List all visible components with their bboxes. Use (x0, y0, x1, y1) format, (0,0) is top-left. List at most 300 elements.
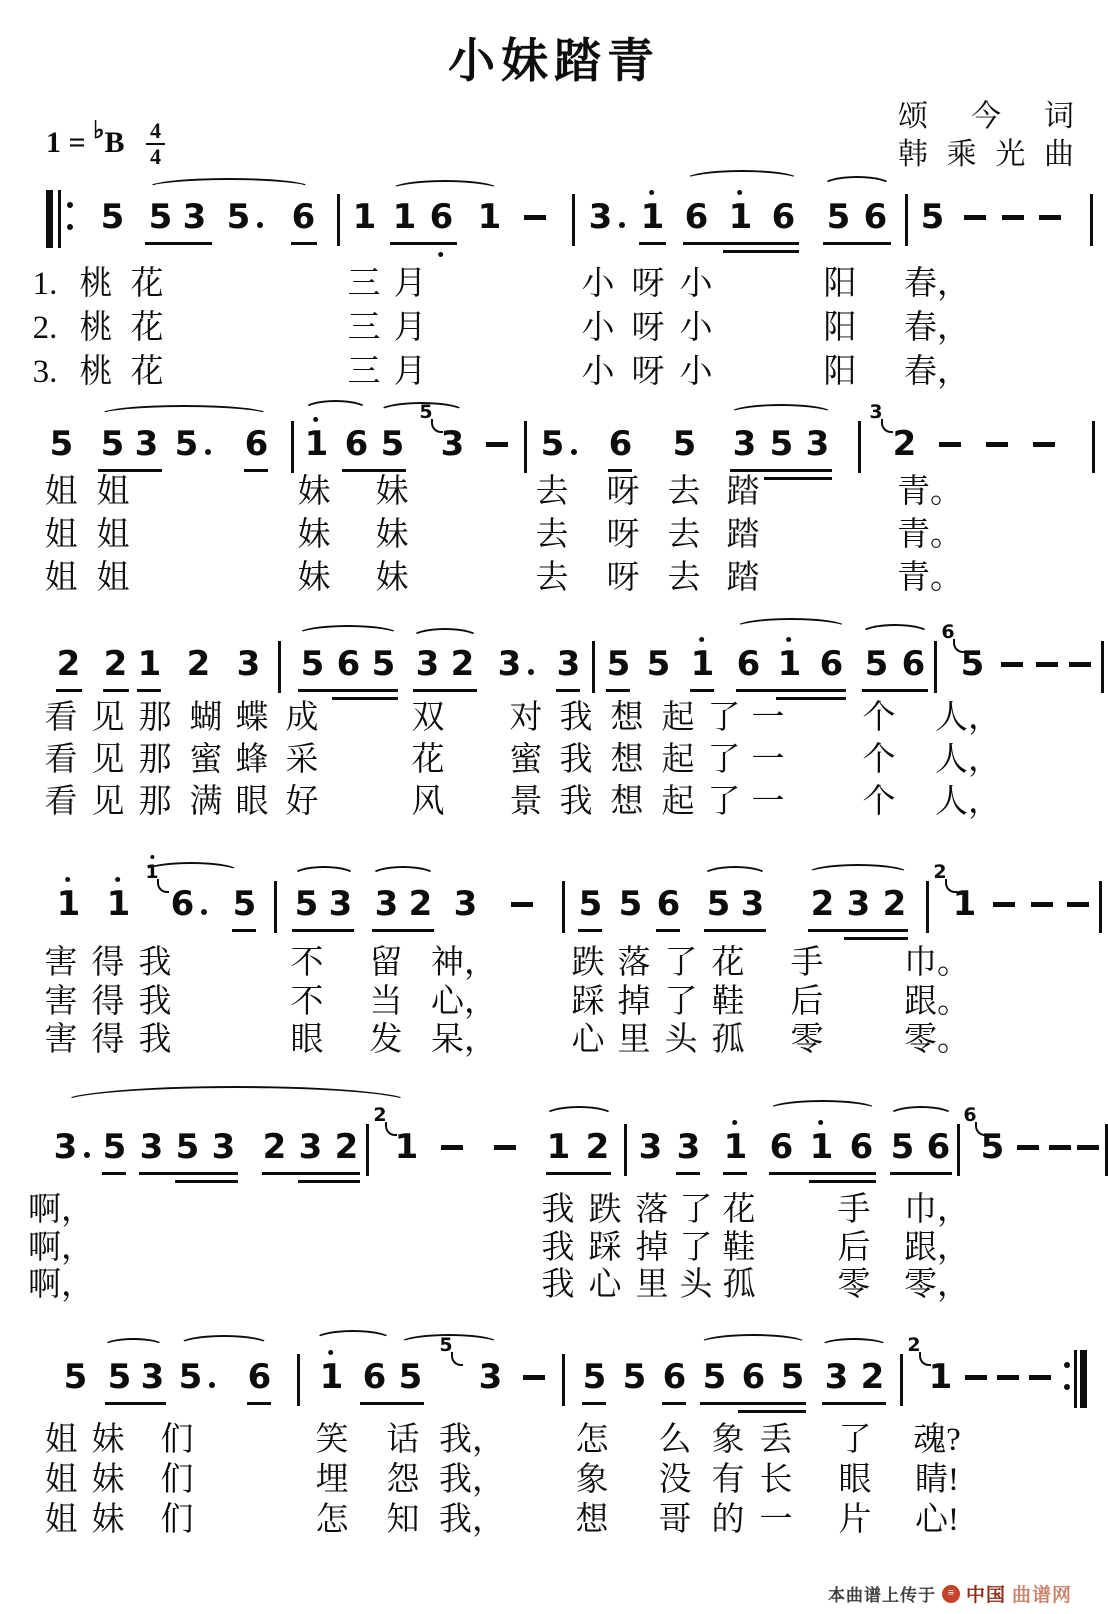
lyric-syllable: 呀 (606, 474, 640, 510)
lyric-syllable: 知 (386, 1502, 420, 1538)
beam-underline-second (332, 697, 398, 700)
note-digit: 2 (860, 1357, 884, 1397)
note-digit: 5 (540, 424, 564, 464)
note-digit: 5 (178, 1357, 202, 1397)
meter-numerator: 4 (149, 118, 161, 143)
beam-underline (556, 689, 580, 692)
lyric-syllable: 青。 (897, 560, 963, 596)
lyric-syllable: 们 (160, 1422, 194, 1458)
lyric-syllable: 零。 (904, 1022, 970, 1058)
dash-rest (1049, 1145, 1071, 1150)
lyric-syllable: 头 (679, 1267, 713, 1303)
note-digit: 5 (102, 1127, 126, 1167)
note-digit: 5 (398, 1357, 422, 1397)
lyric-syllable: 眼 (838, 1462, 872, 1498)
beam-underline (606, 689, 630, 692)
slur-arc (767, 1100, 878, 1120)
lyric-syllable: 个 (862, 742, 896, 778)
lyric-syllable: 心 (571, 1022, 605, 1058)
note-digit: 5 (49, 424, 73, 464)
lyric-syllable: 满 (189, 784, 223, 820)
slur-arc (390, 180, 500, 200)
lyric-syllable: 鞋 (722, 1230, 756, 1266)
lyric-syllable: 后 (837, 1230, 871, 1266)
lyric-syllable: 花 (711, 945, 745, 981)
lyric-syllable: 了 (707, 784, 741, 820)
grace-note: 2 (373, 1104, 387, 1126)
credit-char: 光 (995, 138, 1026, 172)
beam-underline-second (764, 477, 832, 480)
beam-underline (808, 929, 908, 932)
beam-underline (292, 929, 354, 932)
note-digit: 5 (63, 1357, 87, 1397)
beam-underline (105, 1402, 166, 1405)
dash-rest (993, 902, 1015, 907)
barline (926, 881, 929, 933)
lyric-syllable: 掉 (635, 1230, 669, 1266)
beam-underline (413, 689, 477, 692)
note-digit: 5 (175, 1127, 199, 1167)
note-digit: 1 (320, 1360, 343, 1394)
lyric-syllable: 见 (91, 784, 125, 820)
beam-underline (656, 929, 680, 932)
lyric-syllable: 阳 (823, 266, 857, 302)
octave-dot-low (438, 252, 443, 257)
note-digit: 2 (334, 1127, 358, 1167)
lyric-syllable: 看 (44, 784, 78, 820)
lyric-syllable: 风 (411, 784, 445, 820)
note-digit: 1 (729, 200, 752, 234)
repeat-bar (46, 190, 53, 248)
note-digit: 3 (374, 884, 398, 924)
end-repeat-sign (1064, 1350, 1092, 1408)
lyric-syllable: 怨 (386, 1462, 420, 1498)
barline (957, 1124, 960, 1176)
lyric-syllable: 呀 (631, 310, 665, 346)
note-digit: 5 (174, 424, 198, 464)
lyric-syllable: 神， (431, 945, 497, 981)
lyric-syllable: 了 (664, 945, 698, 981)
barline (1092, 421, 1095, 473)
beam-underline (298, 689, 398, 692)
slur-arc (370, 866, 436, 886)
lyric-syllable: 了 (838, 1422, 872, 1458)
lyric-syllable: 我 (559, 700, 593, 736)
note-digit: 5 (826, 197, 850, 237)
lyric-syllable: 姐 (44, 517, 78, 553)
barline (297, 1354, 300, 1406)
note-digit: 1 (352, 197, 376, 237)
note-digit: 3 (805, 424, 829, 464)
note-digit: 3 (211, 1127, 235, 1167)
watermark (0, 1580, 1072, 1607)
lyric-syllable: 妹 (91, 1502, 125, 1538)
lyric-syllable: 桃 (79, 266, 113, 302)
note-digit: 5 (706, 884, 730, 924)
flat-sign: ♭ (93, 118, 105, 144)
lyric-syllable: 落 (617, 945, 651, 981)
beam-underline (390, 242, 457, 245)
barline (337, 194, 340, 246)
note-digit: 2 (103, 644, 127, 684)
lyric-syllable: 桃 (79, 310, 113, 346)
note-digit: 3 (415, 644, 439, 684)
lyric-syllable: 不 (290, 945, 324, 981)
barline (1090, 194, 1093, 246)
note-digit: 5 (960, 644, 984, 684)
note-digit: 6 (656, 884, 680, 924)
note-digit: 6 (863, 197, 887, 237)
slur-arc (888, 1106, 954, 1126)
lyric-syllable: 害 (44, 1022, 78, 1058)
barline (858, 421, 861, 473)
note-digit: 6 (336, 644, 360, 684)
slur-arc (860, 624, 930, 644)
lyric-syllable: 去 (535, 517, 569, 553)
lyric-syllable: 花 (130, 354, 164, 390)
lyric-syllable: 采 (285, 742, 319, 778)
slur-arc (806, 864, 910, 884)
lyric-syllable: 去 (667, 517, 701, 553)
barline (905, 194, 908, 246)
lyric-syllable: 阳 (823, 354, 857, 390)
note-digit: 6 (362, 1357, 386, 1397)
lyric-syllable: 好 (285, 784, 319, 820)
lyric-syllable: 蝶 (235, 700, 269, 736)
note-digit: 5 (980, 1127, 1004, 1167)
beam-underline (262, 1172, 360, 1175)
lyric-syllable: 怎 (575, 1422, 609, 1458)
lyric-syllable: 落 (635, 1192, 669, 1228)
note-digit: 6 (247, 1357, 271, 1397)
lyric-syllable: 春， (904, 310, 970, 346)
note-digit: 6 (741, 1357, 765, 1397)
beam-underline (823, 242, 891, 245)
lyric-syllable: 看 (44, 742, 78, 778)
lyric-syllable: 怎 (315, 1502, 349, 1538)
dash-rest (1001, 662, 1023, 667)
beam-underline (736, 689, 846, 692)
grace-note: 5 (439, 1334, 453, 1356)
repeat-bar (1080, 1350, 1087, 1408)
beam-underline (103, 689, 129, 692)
octave-dot-high (699, 637, 704, 642)
lyric-syllable: 一 (751, 700, 785, 736)
lyric-syllable: 姐 (44, 474, 78, 510)
note-digit: 6 (662, 1357, 686, 1397)
note-digit: 1 (952, 884, 976, 924)
note-digit: 3 (740, 884, 764, 924)
beam-underline (232, 929, 256, 932)
lyric-syllable: 发 (369, 1022, 403, 1058)
barline (274, 881, 277, 933)
barline (900, 1354, 903, 1406)
slur-arc (303, 400, 368, 420)
note-digit: 3 (328, 884, 352, 924)
note-digit: 3 (846, 884, 870, 924)
dash-rest (1017, 1145, 1039, 1150)
lyric-syllable: 姐 (44, 1502, 78, 1538)
dash-rest (523, 1375, 545, 1380)
note-digit: 3 (53, 1127, 77, 1167)
lyric-syllable: 一 (759, 1502, 793, 1538)
lyric-syllable: 蜂 (235, 742, 269, 778)
note-digit: 5 (920, 197, 944, 237)
lyric-syllable: 巾。 (904, 945, 970, 981)
slur-arc (178, 1335, 270, 1355)
lyric-syllable: 小 (581, 310, 615, 346)
dash-rest (1039, 215, 1061, 220)
lyric-syllable: 心， (431, 984, 497, 1020)
lyric-syllable: 蜜 (509, 742, 543, 778)
augmentation-dot (257, 222, 263, 228)
lyric-syllable: 得 (91, 945, 125, 981)
slur-arc (411, 628, 479, 648)
lyric-syllable: 去 (667, 560, 701, 596)
lyric-syllable: 青。 (897, 474, 963, 510)
beam-underline (730, 469, 832, 472)
lyric-syllable: 呀 (606, 517, 640, 553)
lyric-syllable: 3. (32, 354, 58, 390)
lyric-syllable: 鞋 (711, 984, 745, 1020)
lyric-syllable: 魂? (913, 1422, 961, 1458)
barline (572, 194, 575, 246)
note-digit: 3 (588, 197, 612, 237)
lyric-syllable: 啊， (28, 1192, 94, 1228)
beam-underline-second (298, 1180, 360, 1183)
augmentation-dot (528, 669, 534, 675)
dash-rest (1069, 662, 1091, 667)
lyric-syllable: 1. (32, 266, 58, 302)
dash-rest (964, 215, 986, 220)
beam-underline (139, 1172, 238, 1175)
grace-note: 2 (907, 1334, 921, 1356)
lyric-syllable: 我 (559, 742, 593, 778)
grace-tie (451, 1352, 463, 1366)
lyric-syllable: 姐 (96, 517, 130, 553)
lyric-syllable: 妹 (375, 560, 409, 596)
dash-rest (511, 902, 533, 907)
note-digit: 3 (140, 1357, 164, 1397)
dash-rest (1067, 902, 1089, 907)
note-digit: 5 (780, 1357, 804, 1397)
beam-underline (137, 689, 161, 692)
lyric-syllable: 花 (130, 266, 164, 302)
beam-underline (683, 242, 799, 245)
grace-note: 5 (419, 401, 433, 423)
beam-underline (639, 242, 666, 245)
beam-underline (700, 1402, 806, 1405)
lyric-syllable: 春， (904, 266, 970, 302)
note-digit: 5 (702, 1357, 726, 1397)
slur-arc (60, 1086, 412, 1120)
lyric-syllable: 小 (581, 354, 615, 390)
beam-underline (102, 1172, 126, 1175)
lyric-syllable: 小 (679, 354, 713, 390)
note-digit: 3 (732, 424, 756, 464)
key-note: B (104, 126, 125, 159)
augmentation-dot (571, 449, 577, 455)
credit-char: 乘 (946, 138, 977, 172)
lyric-syllable: 呀 (631, 266, 665, 302)
lyric-syllable: 小 (679, 266, 713, 302)
note-digit: 6 (291, 197, 315, 237)
note-digit: 3 (638, 1127, 662, 1167)
lyric-syllable: 那 (138, 742, 172, 778)
lyric-syllable: 想 (610, 742, 644, 778)
beam-underline (56, 689, 82, 692)
barline (1101, 641, 1104, 693)
lyric-syllable: 害 (44, 945, 78, 981)
note-digit: 5 (646, 644, 670, 684)
lyric-syllable: 景 (509, 784, 543, 820)
lyric-syllable: 起 (661, 784, 695, 820)
lyric-syllable: 阳 (823, 310, 857, 346)
lyric-syllable: 花 (722, 1192, 756, 1228)
note-digit: 5 (148, 197, 172, 237)
note-digit: 6 (244, 424, 268, 464)
lyric-syllable: 啊， (28, 1230, 94, 1266)
note-digit: 6 (430, 200, 453, 234)
lyric-syllable: 零 (790, 1022, 824, 1058)
note-digit: 6 (819, 644, 843, 684)
lyric-syllable: 小 (679, 310, 713, 346)
lyric-syllable: 踏 (726, 474, 760, 510)
note-digit: 3 (298, 1127, 322, 1167)
octave-dot-high (328, 1350, 333, 1355)
note-digit: 6 (684, 197, 708, 237)
lyric-syllable: 象 (711, 1422, 745, 1458)
repeat-dot (1064, 1384, 1070, 1390)
slur-arc (684, 170, 800, 190)
note-digit: 5 (618, 884, 642, 924)
note-digit: 5 (622, 1357, 646, 1397)
lyric-syllable: 零 (837, 1267, 871, 1303)
lyric-syllable: 妹 (91, 1462, 125, 1498)
lyric-syllable: 得 (91, 984, 125, 1020)
site-logo-icon: ≡ (942, 1585, 960, 1603)
lyric-syllable: 踩 (588, 1230, 622, 1266)
dash-rest (1002, 215, 1024, 220)
beam-underline (291, 242, 317, 245)
lyric-syllable: 看 (44, 700, 78, 736)
lyric-syllable: 我， (439, 1502, 505, 1538)
lyric-syllable: 后 (790, 984, 824, 1020)
lyric-syllable: 起 (661, 700, 695, 736)
note-digit: 5 (107, 1357, 131, 1397)
note-digit: 5 (769, 424, 793, 464)
lyric-syllable: 我 (138, 1022, 172, 1058)
credit-char: 曲 (1043, 138, 1074, 172)
repeat-dot (67, 202, 73, 208)
lyric-syllable: 见 (91, 742, 125, 778)
dash-rest (441, 1145, 463, 1150)
slur-arc (378, 402, 465, 422)
lyric-syllable: 对 (509, 700, 543, 736)
note-digit: 2 (585, 1127, 609, 1167)
lyric-syllable: 见 (91, 700, 125, 736)
grace-tie (881, 419, 893, 433)
lyric-syllable: 象 (575, 1462, 609, 1498)
lyric-syllable: 成 (285, 700, 319, 736)
note-digit: 3 (824, 1357, 848, 1397)
lyric-syllable: 孤 (722, 1267, 756, 1303)
lyric-syllable: 孤 (711, 1022, 745, 1058)
lyric-syllable: 姐 (96, 474, 130, 510)
grace-note: 3 (869, 401, 883, 423)
note-digit: 5 (672, 424, 696, 464)
note-digit: 5 (582, 1357, 606, 1397)
lyric-syllable: 笑 (315, 1422, 349, 1458)
note-digit: 3 (134, 424, 158, 464)
lyric-syllable: 没 (658, 1462, 692, 1498)
lyric-syllable: 那 (138, 784, 172, 820)
octave-dot-high (649, 190, 654, 195)
lyric-syllable: 踏 (726, 517, 760, 553)
note-digit: 2 (882, 884, 906, 924)
lyric-syllable: 巾， (904, 1192, 970, 1228)
grace-note: 2 (933, 861, 947, 883)
beam-underline (676, 1172, 700, 1175)
note-digit: 2 (450, 644, 474, 684)
site-name-strong: 中国 (965, 1585, 1006, 1606)
lyric-syllable: 想 (610, 784, 644, 820)
lyric-syllable: 丢 (759, 1422, 793, 1458)
beam-underline-second (809, 1180, 876, 1183)
song-title: 小妹踏青 (448, 36, 660, 88)
note-digit: 2 (262, 1127, 286, 1167)
lyric-syllable: 妹 (297, 560, 331, 596)
lyric-syllable: 我 (138, 945, 172, 981)
lyric-syllable: 蝴 (189, 700, 223, 736)
octave-dot-high (150, 855, 154, 859)
slur-arc (142, 862, 240, 882)
note-digit: 5 (864, 644, 888, 684)
octave-dot-high (737, 190, 742, 195)
barline (291, 421, 294, 473)
beam-underline (822, 1402, 886, 1405)
slur-arc (544, 1106, 614, 1126)
lyric-syllable: 跌 (588, 1192, 622, 1228)
repeat-bar (1074, 1350, 1077, 1408)
dash-rest (997, 1375, 1019, 1380)
lyric-syllable: 留 (369, 945, 403, 981)
repeat-dot (67, 224, 73, 230)
credit-char: 颂 (898, 100, 928, 133)
lyric-syllable: 片 (838, 1502, 872, 1538)
note-digit: 1 (392, 197, 416, 237)
repeat-bar (58, 190, 61, 248)
lyric-syllable: 手 (837, 1192, 871, 1228)
note-digit: 1 (641, 200, 664, 234)
beam-underline (244, 469, 268, 472)
lyric-syllable: 话 (386, 1422, 420, 1458)
note-digit: 2 (56, 644, 80, 684)
octave-dot-high (65, 877, 70, 882)
lyric-syllable: 么 (658, 1422, 692, 1458)
lyric-syllable: 姐 (96, 560, 130, 596)
lyric-syllable: 得 (91, 1022, 125, 1058)
key-prefix: 1 = (46, 126, 86, 159)
lyric-syllable: 人， (935, 784, 1001, 820)
lyric-syllable: 呆， (431, 1022, 497, 1058)
barline (624, 1124, 627, 1176)
lyric-syllable: 三 (347, 310, 381, 346)
credit-char: 韩 (898, 138, 928, 172)
slur-arc (98, 405, 270, 425)
lyric-syllable: 花 (411, 742, 445, 778)
lyric-syllable: 呀 (606, 560, 640, 596)
